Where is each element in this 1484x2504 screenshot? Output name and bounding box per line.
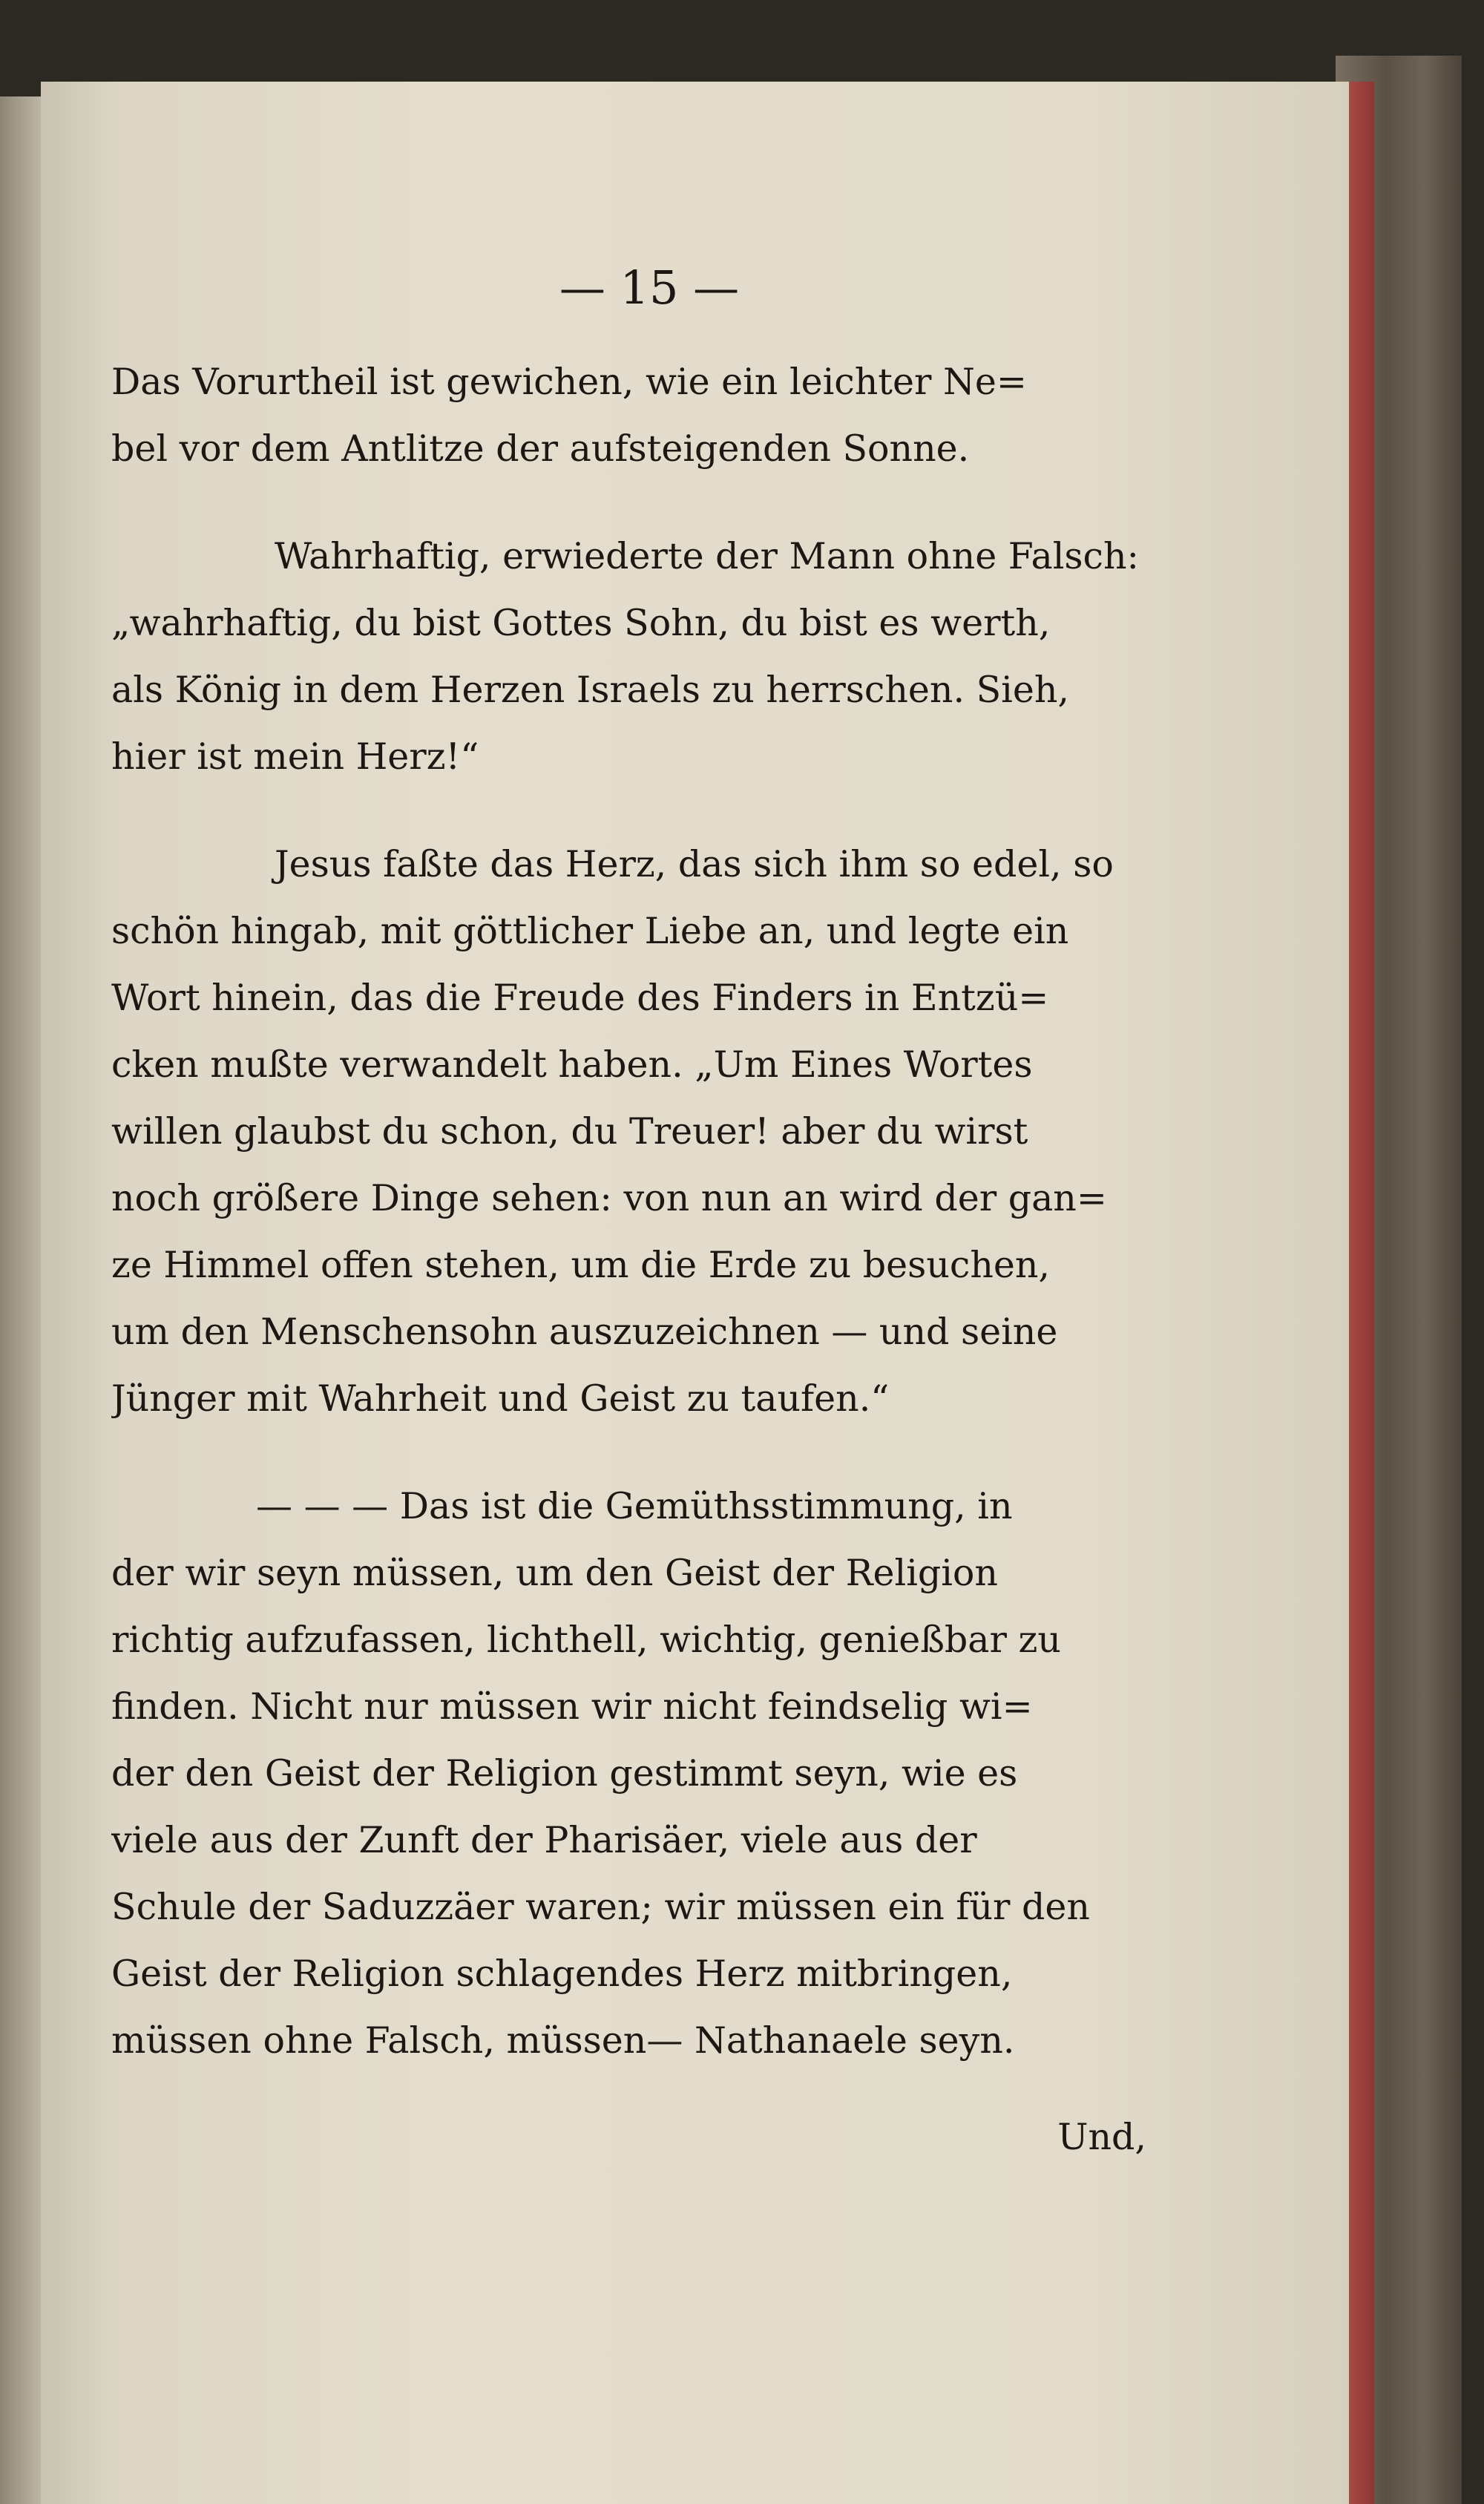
left-page-edge [0, 96, 41, 2504]
text-line: „wahrhaftig, du bist Gottes Sohn, du bist es werth, [111, 602, 1051, 644]
text-line: finden. Nicht nur müssen wir nicht feindselig wi= [111, 1685, 1033, 1728]
text-line: Geist der Religion schlagendes Herz mitbringen, [111, 1953, 1013, 1995]
text-line: um den Menschensohn auszuzeichnen — und seine [111, 1311, 1058, 1353]
paragraph-1 [111, 349, 1158, 482]
text-line: ze Himmel offen stehen, um die Erde zu besuchen, [111, 1244, 1051, 1286]
text-line: Wahrhaftig, erwiederte der Mann ohne Falsch: [275, 535, 1140, 577]
text-line: schön hingab, mit göttlicher Liebe an, und legte ein [111, 910, 1069, 952]
text-line: bel vor dem Antlitze der aufsteigenden Sonne. [111, 427, 970, 470]
text-line: müssen ohne Falsch, müssen— Nathanaele seyn. [111, 2019, 1015, 2062]
text-line: der wir seyn müssen, um den Geist der Religion [111, 1552, 998, 1594]
text-line: willen glaubst du schon, du Treuer! aber du wirst [111, 1110, 1028, 1153]
text-line: cken mußte verwandelt haben. „Um Eines Wortes [111, 1043, 1033, 1086]
text-line: der den Geist der Religion gestimmt seyn, wie es [111, 1752, 1018, 1795]
book-page [41, 82, 1349, 2504]
text-line: hier ist mein Herz!“ [111, 735, 479, 778]
paragraph-4 [111, 1473, 1158, 2074]
text-line: richtig aufzufassen, lichthell, wichtig, genießbar zu [111, 1619, 1061, 1661]
text-line: noch größere Dinge sehen: von nun an wird der gan= [111, 1177, 1107, 1219]
text-line: Das Vorurtheil ist gewichen, wie ein leichter Ne= [111, 361, 1027, 403]
cover-edge [1349, 82, 1374, 2504]
paragraph-3 [111, 831, 1158, 1432]
catchword: Und, [1057, 2116, 1146, 2158]
page-text [111, 252, 1158, 2171]
text-line: viele aus der Zunft der Pharisäer, viele aus der [111, 1819, 977, 1861]
text-line: Jünger mit Wahrheit und Geist zu taufen.“ [111, 1377, 890, 1420]
text-line: — — — Das ist die Gemüthsstimmung, in [256, 1485, 1013, 1527]
text-line: Jesus faßte das Herz, das sich ihm so edel, so [275, 843, 1114, 885]
paragraph-2 [111, 523, 1158, 790]
text-line: Wort hinein, das die Freude des Finders in Entzü= [111, 977, 1049, 1019]
text-line: Schule der Saduzzäer waren; wir müssen ein für den [111, 1886, 1090, 1928]
page-number: — 15 — [559, 260, 740, 315]
text-line: als König in dem Herzen Israels zu herrschen. Sieh, [111, 669, 1069, 711]
